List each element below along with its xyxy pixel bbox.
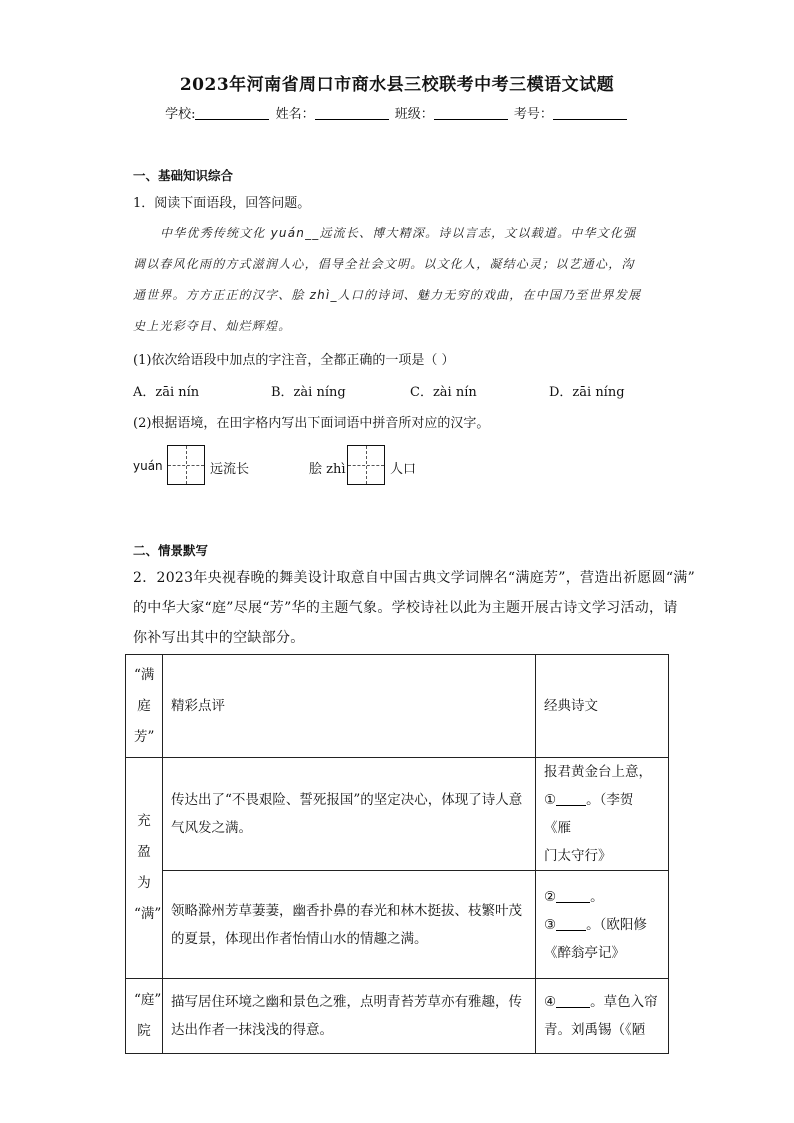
row2-poem-line-1 <box>544 883 660 911</box>
group-label-ting <box>126 979 163 1054</box>
passage-line-1: 中华优秀传统文化 yuán__远流长、博大精深。诗以言志，文以载道。中华文化强 <box>160 226 637 240</box>
row1-poem <box>536 758 669 871</box>
table-header-row <box>126 655 669 758</box>
group1-char-1: 充 <box>137 813 151 829</box>
option-a[interactable]: A．zāi nín <box>133 385 200 400</box>
grid-box-1[interactable] <box>167 445 205 485</box>
option-d[interactable]: D．zāi níng <box>549 385 625 400</box>
number-label: 考号： <box>513 107 553 122</box>
header-char-2: 庭 <box>137 697 151 714</box>
question-2-line-3: 你补写出其中的空缺部分。 <box>133 630 305 646</box>
row2-poem <box>536 871 669 979</box>
student-info-line <box>0 103 794 122</box>
row2-poem-end-3: 。（欧阳修 <box>586 916 647 933</box>
answer-blank-3[interactable] <box>556 916 586 931</box>
name-blank[interactable] <box>315 107 389 120</box>
blank-marker-4: ④ <box>544 994 557 1010</box>
word-2-suffix: 人口 <box>390 462 417 477</box>
row1-comment-line-2: 气风发之满。 <box>171 820 252 836</box>
poem-table <box>125 654 669 1054</box>
passage-line-3: 通世界。方方正正的汉字、脍 zhì_人口的诗词、魅力无穷的戏曲，在中国乃至世界发展 <box>133 288 642 302</box>
section-1-heading: 一、基础知识综合 <box>133 168 234 183</box>
row1-poem-line-1: 报君黄金台上意， <box>544 764 652 780</box>
number-blank[interactable] <box>553 107 627 120</box>
header-man-ting-fang <box>126 655 163 758</box>
group-label-man <box>126 758 163 979</box>
header-poem: 经典诗文 <box>536 655 669 758</box>
row1-poem-line-3: 门太守行》 <box>544 848 612 864</box>
word-1-suffix: 远流长 <box>210 462 250 477</box>
header-comment: 精彩点评 <box>163 655 536 758</box>
option-b[interactable]: B．zài níng <box>271 385 346 400</box>
row3-comment <box>163 979 536 1054</box>
row3-poem <box>536 979 669 1054</box>
grid-box-2[interactable] <box>347 445 385 485</box>
answer-blank-2[interactable] <box>556 888 590 903</box>
group1-char-2: 盈 <box>137 844 151 860</box>
row1-poem-suffix: 。（李贺《雁 <box>544 792 634 836</box>
pinyin-zhi: 脍 zhì <box>309 462 346 477</box>
table-row <box>126 758 669 871</box>
group2-char-1: “庭” <box>134 992 162 1008</box>
school-blank[interactable] <box>195 107 269 120</box>
name-label: 姓名： <box>275 107 315 122</box>
passage-line-2: 调以春风化雨的方式滋润人心，倡导全社会文明。以文化人，凝结心灵；以艺通心，沟 <box>133 257 635 271</box>
row3-comment-line-2: 达出作者一抹浅浅的得意。 <box>171 1022 333 1038</box>
question-1: 1．阅读下面语段，回答问题。 <box>133 196 311 211</box>
group1-char-4: “满” <box>134 906 162 922</box>
page-title: 2023年河南省周口市商水县三校联考中考三模语文试题 <box>179 75 615 95</box>
answer-blank-4[interactable] <box>556 993 590 1008</box>
row2-comment <box>163 871 536 979</box>
row2-comment-line-2: 的夏景，体现出作者怡情山水的情趣之满。 <box>171 930 428 947</box>
header-char-3: 芳” <box>134 728 155 745</box>
sub-question-2: (2)根据语境，在田字格内写出下面词语中拼音所对应的汉字。 <box>133 416 490 431</box>
row2-poem-line-3: 《醉翁亭记》 <box>544 944 625 961</box>
option-c[interactable]: C．zài nín <box>410 385 477 400</box>
row3-poem-line-2: 青。刘禹锡（《陋 <box>544 1022 646 1038</box>
row2-comment-line-1: 领略滁州芳草萋萋，幽香扑鼻的春光和林木挺拔、枝繁叶茂 <box>171 902 522 919</box>
row3-comment-line-1: 描写居住环境之幽和景色之雅，点明青苔芳草亦有雅趣，传 <box>171 994 522 1010</box>
passage-line-4: 史上光彩夺目、灿烂辉煌。 <box>133 319 292 333</box>
row2-poem-end-2: 。 <box>590 888 604 905</box>
row1-poem-line-2 <box>544 786 660 842</box>
school-label: 学校: <box>165 107 196 122</box>
group2-char-2: 院 <box>137 1023 151 1039</box>
row1-comment-line-1: 传达出了“不畏艰险、誓死报国”的坚定决心，体现了诗人意 <box>171 792 523 808</box>
header-char-1: “满 <box>134 666 155 683</box>
question-2-line-1: 2．2023年央视春晚的舞美设计取意自中国古典文学词牌名“满庭芳”，营造出祈愿圆“满” <box>133 570 696 586</box>
row2-poem-line-2 <box>544 911 660 939</box>
row3-poem-end: 。草色入帘 <box>590 994 658 1010</box>
answer-blank-1[interactable] <box>556 791 586 806</box>
blank-marker-1: ① <box>544 792 557 808</box>
group1-char-3: 为 <box>137 875 151 891</box>
class-label: 班级： <box>394 107 434 122</box>
section-2-heading: 二、情景默写 <box>133 543 209 558</box>
sub-question-1: (1)依次给语段中加点的字注音，全都正确的一项是（ ） <box>133 353 455 368</box>
row1-comment <box>163 758 536 871</box>
question-2-line-2: 的中华大家“庭”尽展“芳”华的主题气象。学校诗社以此为主题开展古诗文学习活动，请 <box>133 600 678 616</box>
pinyin-yuan: yuán <box>133 459 163 473</box>
blank-marker-2: ② <box>544 888 557 905</box>
class-blank[interactable] <box>434 107 508 120</box>
table-row <box>126 871 669 979</box>
table-row <box>126 979 669 1054</box>
row3-poem-line-1 <box>544 988 660 1016</box>
blank-marker-3: ③ <box>544 916 557 933</box>
